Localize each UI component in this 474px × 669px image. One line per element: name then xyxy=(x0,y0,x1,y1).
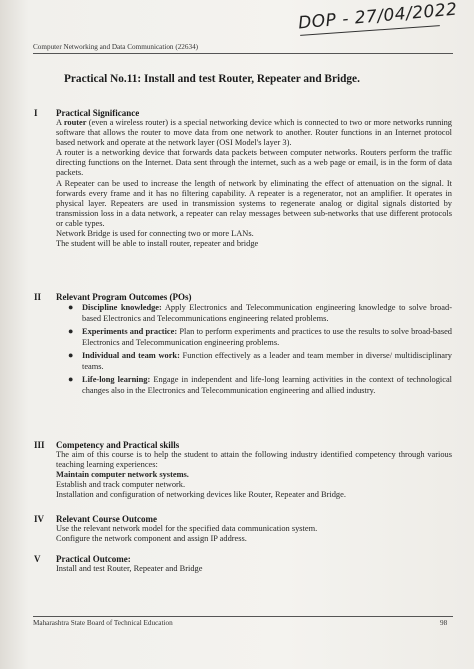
page-number: 98 xyxy=(440,619,448,627)
section-title: Competency and Practical skills xyxy=(56,440,180,450)
footer-rule xyxy=(33,616,453,617)
page-title: Practical No.11: Install and test Router, Repeater and Bridge. xyxy=(64,73,360,85)
header-rule xyxy=(33,53,453,54)
course-outcome-body xyxy=(56,524,452,544)
section-title: Relevant Program Outcomes (POs) xyxy=(56,292,192,302)
program-outcomes-list xyxy=(68,302,452,398)
bridge-paragraph: Network Bridge is used for connecting two or more LANs. xyxy=(56,229,254,239)
student-outcome-paragraph: The student will be able to install router, repeater and bridge xyxy=(56,239,259,249)
competency-skill: Establish and track computer network. xyxy=(56,480,186,490)
section-number: III xyxy=(34,440,45,450)
competency-highlight: Maintain computer network systems. xyxy=(56,470,189,480)
practical-outcome-line: Install and test Router, Repeater and Bridge xyxy=(56,564,203,573)
competency-skill: Installation and configuration of networking devices like Router, Repeater and Bridge. xyxy=(56,490,346,500)
section-title: Practical Significance xyxy=(56,108,140,118)
list-item: ● Life-long learning: Engage in independent and life-long learning activities in the context of technological changes also in the Electronics and Telecommunication engineering and allied industry. xyxy=(68,374,452,395)
list-item: ● Discipline knowledge: Apply Electronics and Telecommunication engineering knowledge to solve broad-based Electronics and Telecommunications engineering related problems. xyxy=(68,302,453,323)
course-outcome-line: Configure the network component and assign IP address. xyxy=(56,534,247,544)
practical-significance-body xyxy=(56,118,452,249)
router-forwarding-paragraph: A router is a networking device that forwards data packets between computer networks. Routers perform the traffic directing functions on the Internet. Data sent through the internet, such as a web page or email, is in the form of data packets. xyxy=(56,148,452,178)
section-title: Relevant Course Outcome xyxy=(56,514,157,524)
footer-publisher: Maharashtra State Board of Technical Education xyxy=(33,619,173,627)
practical-outcome-body xyxy=(56,564,452,574)
list-item: ● Individual and team work: Function effectively as a leader and team member in diverse/ multidisciplinary teams. xyxy=(68,350,452,371)
bullet-icon: ● xyxy=(68,350,74,360)
section-title: Practical Outcome: xyxy=(56,554,131,564)
list-item: ● Experiments and practice: Plan to perform experiments and practices to use the results to solve broad-based Electronics and Telecommunication engineering problems. xyxy=(68,326,452,347)
router-term: router xyxy=(63,118,87,127)
competency-intro: The aim of this course is to help the student to attain the following industry identified competency through various teaching learning experiences: xyxy=(56,450,452,470)
competency-body xyxy=(56,450,452,500)
router-paragraph: A router (even a wireless router) is a special networking device which is connected to two or more networks running software that allows the router to move data from one network to another. Router functions in an Internet protocol based network and operate at the network layer (OSI Model's layer 3). xyxy=(56,118,452,148)
section-number: II xyxy=(34,292,42,302)
bullet-icon: ● xyxy=(68,302,74,312)
section-number: IV xyxy=(34,514,45,524)
section-number: I xyxy=(34,108,38,118)
bullet-icon: ● xyxy=(68,326,74,336)
course-outcome-line: Use the relevant network model for the specified data communication system. xyxy=(56,524,318,533)
bullet-icon: ● xyxy=(68,374,74,384)
handwritten-date-note: DOP - 27/04/2022 xyxy=(297,0,459,34)
section-number: V xyxy=(34,554,41,564)
running-head: Computer Networking and Data Communication (22634) xyxy=(33,43,199,51)
repeater-paragraph: A Repeater can be used to increase the length of network by eliminating the effect of attenuation on the signal. It forwards every frame and it has no filtering capability. A repeater is a regenerator, not an amplifier. It operates in physical layer. Repeaters are used in transmission systems to regenerate analog or digital signals distorted by transmission loss in a data network, a repeater can relay messages between sub-networks that use different protocols or cable types. xyxy=(56,178,452,228)
